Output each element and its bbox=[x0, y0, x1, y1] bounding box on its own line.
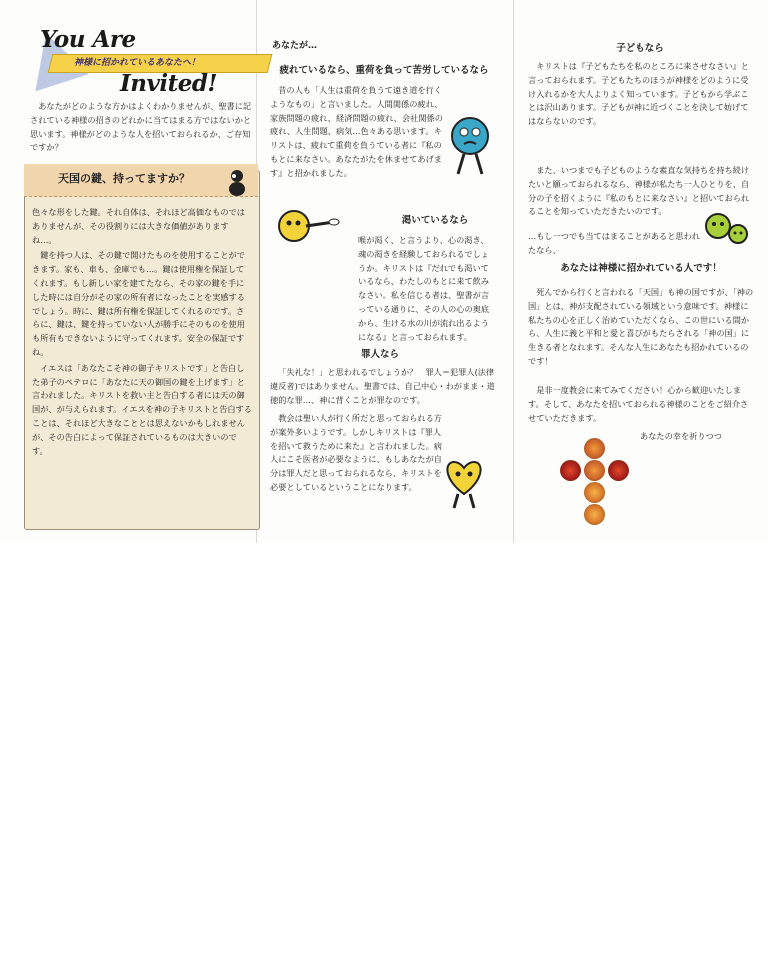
key-box-p1: 色々な形をした鍵。それ自体は、それほど高価なものではありませんが、その役割りには大きな価値がありますね…。 bbox=[32, 207, 245, 245]
middle-p3a-block bbox=[270, 366, 496, 416]
children-characters-icon bbox=[702, 208, 750, 258]
banner-invited: Invited! bbox=[120, 70, 218, 97]
heading-invited: あなたは神様に招かれている人です！ bbox=[560, 263, 722, 274]
heading-sinner: 罪人なら bbox=[360, 349, 399, 360]
rose-image bbox=[560, 460, 581, 481]
heading-thirsty: 渇いているなら bbox=[401, 215, 469, 226]
right-p3-block bbox=[528, 230, 704, 260]
childlike-paragraph: また、いつまでも子どものような素直な気持ちを持ち続けたいと願っておられるなら、神様が私たち一人ひとりを、自分の子を招くように『私のもとに来なさい』と招いておられることを知っていただきたいのです。 bbox=[528, 165, 750, 217]
rose-image bbox=[584, 504, 605, 525]
middle-p1-block bbox=[270, 84, 448, 192]
welcome-paragraph: 是非一度教会に来てみてください！心から歓迎いたします。そして、あなたを招いておられる神様のことをご紹介させていただきます。 bbox=[528, 385, 749, 423]
if-applies-paragraph: …もし一つでも当てはまることがあると思われたなら、 bbox=[528, 231, 700, 255]
stick-figure-icon bbox=[224, 168, 250, 202]
rose-image bbox=[584, 460, 605, 481]
closing-line: あなたの幸を祈りつつ bbox=[640, 431, 722, 441]
banner-you-are: You Are bbox=[40, 26, 136, 53]
left-intro-block bbox=[30, 100, 258, 170]
rose-image bbox=[608, 460, 629, 481]
rose-image bbox=[584, 482, 605, 503]
tired-paragraph: 昔の人も「人生は重荷を負うて遠き道を行くようなもの」と言いました。人間関係の疲れ、家族問題の疲れ、経済問題の疲れ、会社関係の疲れ、人生問題、病気…色々ある思います。キリストは、疲れて重荷を負うている者に『私のもとに来なさい。あなたがたを休ませてあげます』と招かれました。 bbox=[270, 85, 443, 178]
heart-character-icon bbox=[440, 454, 488, 514]
kingdom-paragraph: 死んでから行くと言われる「天国」も神の国ですが、「神の国」とは、神が支配されている領域という意味です。神様に私たちの心を正しく治めていただくなら、この世にいる間から、人生に義と平和と愛と喜びがもたらされる「神の国」に生きる者となれます。そんな人生にあなたも招かれているのです！ bbox=[528, 287, 754, 366]
heading-children: 子どもなら bbox=[616, 43, 664, 54]
thirsty-paragraph: 喉が渇く、と言うより、心の渇き、魂の渇きを経験しておられるでしょうか。キリストは『だれでも渇いているなら、わたしのもとに来て飲みなさい。私を信じる者は、聖書が言っている通りに、その人の心の奥底から、生ける水の川が流れ出るようになる』と言っておられます。 bbox=[358, 235, 490, 342]
right-closing-block bbox=[640, 430, 750, 973]
right-p1-block bbox=[528, 60, 754, 164]
children-paragraph: キリストは『子どもたちを私のところに来させなさい』と言っておられます。子どもたちのほうが神様をどのように受け入れるかを大人よりよく知っています。子どもから学ぶことは沢山あります。子どもが神に近づくことを決して妨げてはならないのです。 bbox=[528, 61, 749, 127]
fold-line-2 bbox=[513, 0, 514, 543]
tired-character-icon bbox=[448, 110, 492, 184]
left-intro: あなたがどのような方かはよくわかりませんが、聖書に記されている神様の招きのどれかに当てはまる方ではないかと思います。神様がどのような人を招いておられるか、ご存知ですか？ bbox=[30, 101, 252, 153]
right-p4-block bbox=[528, 286, 754, 382]
key-box-p3: イエスは「あなたこそ神の御子キリストです」と告白した弟子のペテロに「あなたに天の御国の鍵を上げます」と言われました。キリストを救い主と告白する者には天の御国が、が与えられます。イエスを神の子キリストと告白することは、それほど大きなこととは思えないかもしれませんが、その告白によって保証されているものは大きいのです。 bbox=[32, 362, 252, 456]
sinner-paragraph-2: 教会は聖い人が行く所だと思っておられる方が案外多いようです。しかしキリストは『罪人を招いて救うために来た』と言われました。病人にこそ医者が必要なように、もしあなたが自分は罪人だと思っておられるなら、キリストを必要としているということになります。 bbox=[270, 413, 442, 492]
heading-tired: 疲れているなら、重荷を負って苦労しているなら bbox=[279, 65, 489, 76]
key-box-p2: 鍵を持つ人は、その鍵で開けたものを使用することができます。家も、車も、金庫でも…。鍵は使用権を保証してくれます。もし新しい家を建てたなら、その家の鍵を手にした時には自分がその家の所有者になったことを実感するでしょう。時に、鍵は所有権を保証してくれるのです。さらに、鍵は、鍵を持っていない人が勝手にそのものを使用も所有もできないように守ってくれます。安全の保証ですね。 bbox=[32, 250, 245, 357]
key-box-body bbox=[32, 206, 252, 524]
rose-image bbox=[584, 438, 605, 459]
right-p5-block bbox=[528, 384, 754, 424]
middle-intro: あなたが… bbox=[272, 41, 318, 51]
middle-p2-block bbox=[270, 234, 496, 342]
key-box-title: 天国の鍵、持ってますか？ bbox=[58, 172, 190, 185]
sinner-paragraph-1: 「失礼な！」と思われるでしょうか？ 罪人＝犯罪人(法律違反者)ではありません。聖書では、自己中心・わがまま・道徳的な罪…、神に背くことが罪なのです。 bbox=[270, 367, 495, 405]
banner-subtitle: 神様に招かれているあなたへ！ bbox=[74, 58, 201, 68]
middle-p3b-block bbox=[270, 412, 448, 512]
